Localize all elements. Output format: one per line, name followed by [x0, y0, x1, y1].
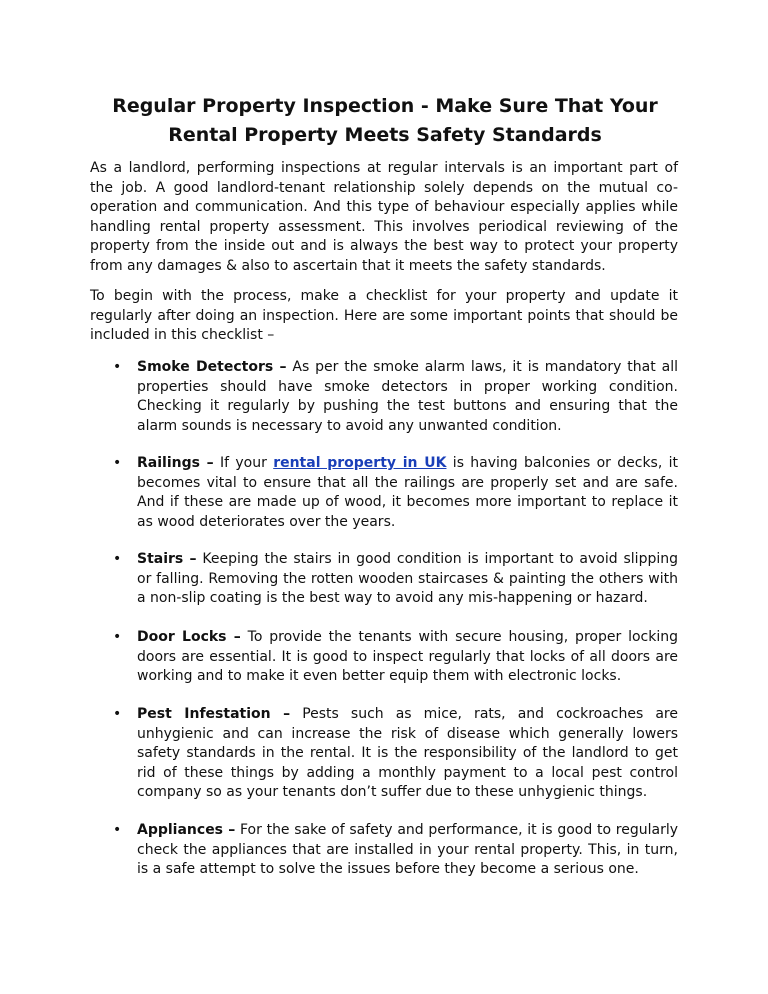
bullet-icon: •: [113, 822, 122, 838]
bullet-icon: •: [113, 706, 122, 722]
list-item-text: As per the smoke alarm laws, it is mandatory that all properties should have smoke detectors in proper working condition. Checking it regularly by pushing the test buttons and ensuring that the alarm sounds is necessary to avoid any unwanted condition.: [137, 359, 678, 434]
list-item-text: Keeping the stairs in good condition is important to avoid slipping or falling. Removing the rotten wooden staircases & painting the others with a non-slip coating is the best way to avoid any mis-happening or hazard.: [137, 551, 678, 607]
rental-property-link[interactable]: rental property in UK: [273, 455, 447, 471]
title-line-1: Regular Property Inspection - Make Sure That Your: [112, 95, 658, 117]
title-line-2: Rental Property Meets Safety Standards: [168, 124, 602, 146]
list-item-text: To provide the tenants with secure housing, proper locking doors are essential. It is good to inspect regularly that locks of all doors are working and to make it even better equip them with electronic locks.: [137, 629, 678, 685]
document-title: [70, 92, 700, 150]
bullet-icon: •: [113, 551, 122, 567]
bullet-icon: •: [113, 359, 122, 375]
list-item-text: is having balconies or decks, it becomes vital to ensure that all the railings are properly set and are safe. And if these are made up of wood, it becomes more important to replace it as wood deteriorates over the years.: [137, 455, 678, 530]
list-item-term: Door Locks –: [137, 629, 241, 645]
bullet-icon: •: [113, 455, 122, 471]
checklist-paragraph: To begin with the process, make a checklist for your property and update it regularly after doing an inspection. Here are some important points that should be included in this checklist –: [90, 288, 678, 344]
list-item-term: Stairs –: [137, 551, 197, 567]
list-item-text: For the sake of safety and performance, it is good to regularly check the appliances that are installed in your rental property. This, in turn, is a safe attempt to solve the issues before they become a serious one.: [137, 822, 679, 878]
list-item-term: Smoke Detectors –: [137, 359, 287, 375]
list-item-term: Pest Infestation –: [137, 706, 291, 722]
list-item-text: If your: [213, 455, 274, 471]
list-item-text: Pests such as mice, rats, and cockroaches are unhygienic and can increase the risk of disease which generally lowers safety standards in the rental. It is the responsibility of the landlord to get rid of these things by adding a monthly payment to a local pest control company so as your tenants don’t suffer due to these unhygienic things.: [137, 706, 678, 801]
list-item-term: Appliances –: [137, 822, 236, 838]
intro-paragraph: As a landlord, performing inspections at regular intervals is an important part of the job. A good landlord-tenant relationship solely depends on the mutual co-operation and communication. And this type of behaviour especially applies while handling rental property assessment. This involves periodical reviewing of the property from the inside out and is always the best way to protect your property from any damages & also to ascertain that it meets the safety standards.: [90, 160, 678, 274]
bullet-icon: •: [113, 629, 122, 645]
list-item-term: Railings –: [137, 455, 214, 471]
